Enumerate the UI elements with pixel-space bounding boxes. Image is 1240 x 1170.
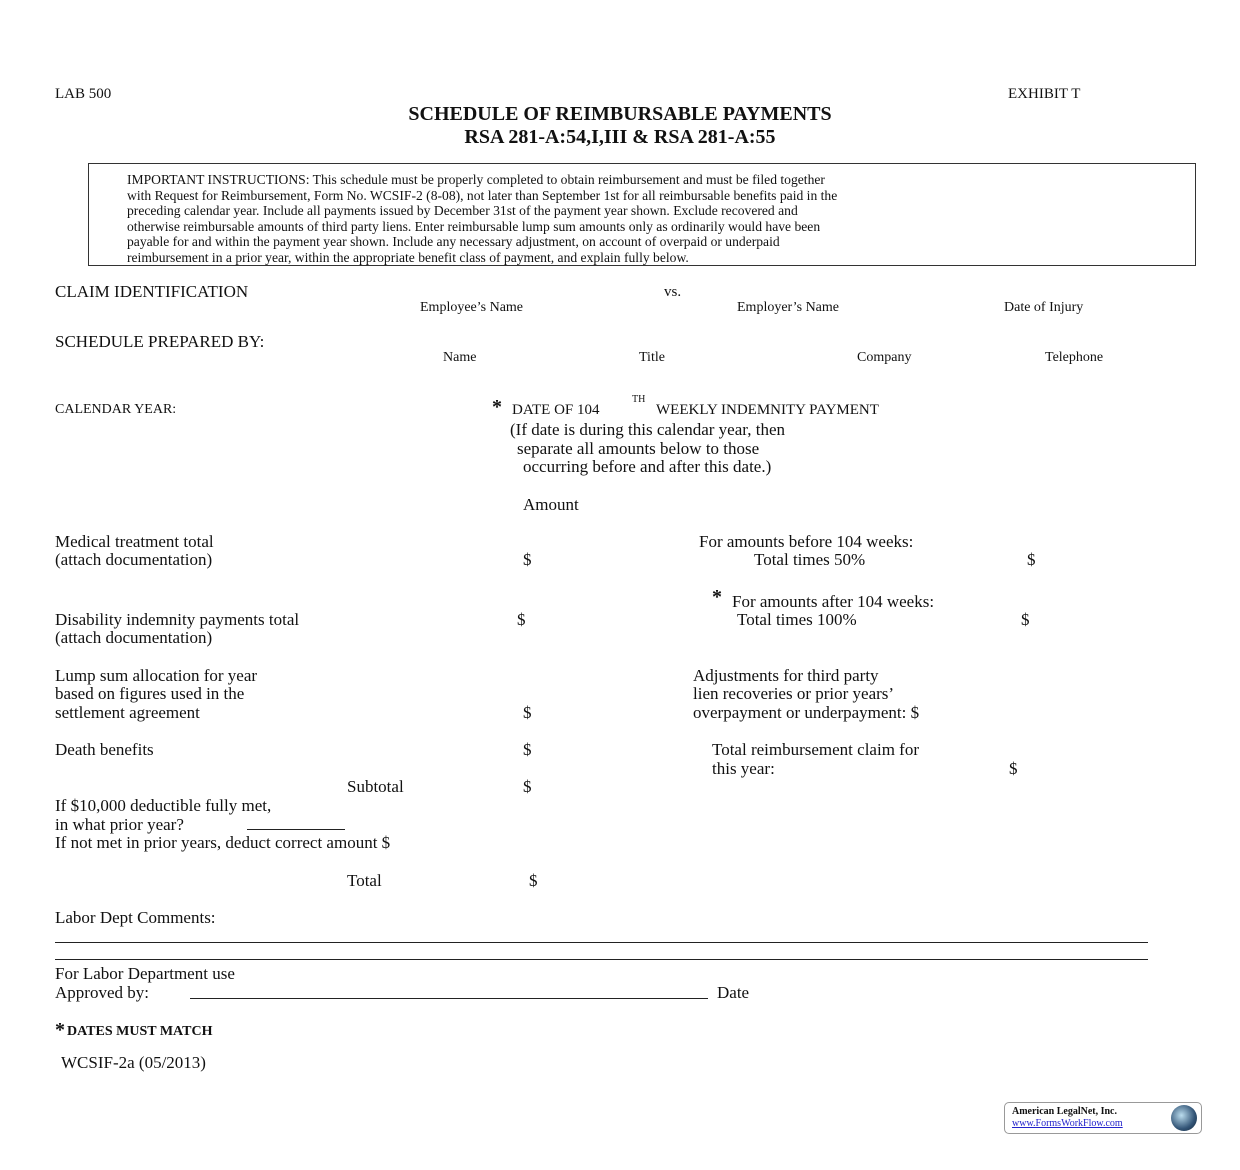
preparer-company-field[interactable]: Company <box>857 350 912 365</box>
before-104-label: For amounts before 104 weeks: <box>699 532 914 551</box>
approved-by-label: Approved by: <box>55 983 149 1002</box>
approval-date-field[interactable]: Date <box>717 983 750 1002</box>
instructions-text: IMPORTANT INSTRUCTIONS: This schedule must be properly completed to obtain reimbursement and must be filed together with Request for Reimbursement, Form No. WCSIF-2 (8-08), not later than September 1st for all reimbursable benefits paid in the preceding calendar year. Include all payments issued by December 31st of the payment year shown. Exclude recovered and otherwise reimbursable amounts of third party liens. Enter reimbursable lump sum amounts only as ordinarily would have been payable for and within the payment year shown. Include any necessary adjustment, on account of overpaid or underpaid reimbursement in a prior year, within the appropriate benefit class of payment, and explain fully below. <box>127 172 838 265</box>
comments-line[interactable] <box>55 942 1148 943</box>
adjustment-amount-field[interactable]: overpayment or underpayment: $ <box>693 703 920 722</box>
lump-sum-label: Lump sum allocation for year <box>55 666 258 685</box>
asterisk: * <box>55 1019 65 1041</box>
subtotal-label: Subtotal <box>347 777 404 796</box>
date-104-label: DATE OF 104 <box>512 402 600 418</box>
disability-label: Disability indemnity payments total <box>55 610 300 629</box>
lump-sum-label-3: settlement agreement <box>55 703 200 722</box>
date-104-label-b: WEEKLY INDEMNITY PAYMENT <box>656 402 879 418</box>
death-benefits-label: Death benefits <box>55 740 154 759</box>
asterisk: * <box>712 586 722 608</box>
after-104-label: For amounts after 104 weeks: <box>732 592 935 611</box>
logo-link[interactable]: www.FormsWorkFlow.com <box>1012 1118 1123 1129</box>
american-legalnet-logo[interactable] <box>1004 1102 1202 1134</box>
page-title: SCHEDULE OF REIMBURSABLE PAYMENTS <box>408 103 832 125</box>
adjustment-label: Adjustments for third party <box>693 666 879 685</box>
total-amount-field[interactable]: $ <box>529 871 538 890</box>
deductible-year-field[interactable] <box>247 829 345 830</box>
note-line: separate all amounts below to those <box>517 439 760 458</box>
preparer-telephone-field[interactable]: Telephone <box>1045 350 1104 365</box>
dates-must-match-note: DATES MUST MATCH <box>67 1024 213 1039</box>
claim-label: CLAIM IDENTIFICATION <box>55 282 249 301</box>
asterisk: * <box>492 396 502 418</box>
date-of-injury-field[interactable]: Date of Injury <box>1004 300 1084 315</box>
deduct-amount-label[interactable]: If not met in prior years, deduct correct amount $ <box>55 833 391 852</box>
preparer-title-field[interactable]: Title <box>639 350 665 365</box>
note-line: (If date is during this calendar year, then <box>510 420 785 439</box>
total-claim-label: Total reimbursement claim for <box>712 740 919 759</box>
employer-name-field[interactable]: Employer’s Name <box>737 300 839 315</box>
exhibit-label: EXHIBIT T <box>1008 86 1081 102</box>
before-104-times-label: Total times 50% <box>754 550 866 569</box>
amount-heading: Amount <box>523 495 579 514</box>
medical-label: Medical treatment total <box>55 532 214 551</box>
form-number: WCSIF-2a (05/2013) <box>61 1053 206 1072</box>
lump-sum-amount-field[interactable]: $ <box>523 703 532 722</box>
calendar-year-field[interactable]: CALENDAR YEAR: <box>55 402 177 417</box>
approved-by-field[interactable] <box>190 998 708 999</box>
vs-label: vs. <box>664 284 682 300</box>
after-104-times-label: Total times 100% <box>737 610 857 629</box>
disability-amount-field[interactable]: $ <box>517 610 526 629</box>
comments-label: Labor Dept Comments: <box>55 908 216 927</box>
deductible-label: If $10,000 deductible fully met, <box>55 796 272 815</box>
instructions-box <box>88 163 1196 266</box>
note-line: occurring before and after this date.) <box>523 457 772 476</box>
medical-amount-field[interactable]: $ <box>523 550 532 569</box>
page-subtitle: RSA 281-A:54,I,III & RSA 281-A:55 <box>464 126 776 148</box>
form-code: LAB 500 <box>55 86 112 102</box>
total-claim-amount-field[interactable]: $ <box>1009 759 1018 778</box>
death-benefits-amount-field[interactable]: $ <box>523 740 532 759</box>
medical-label-2: (attach documentation) <box>55 550 213 569</box>
disability-label-2: (attach documentation) <box>55 628 213 647</box>
deductible-year-label: in what prior year? <box>55 815 184 834</box>
employee-name-field[interactable]: Employee’s Name <box>420 300 524 315</box>
subtotal-amount-field[interactable]: $ <box>523 777 532 796</box>
logo-name: American LegalNet, Inc. <box>1012 1106 1117 1117</box>
superscript-th: TH <box>632 394 646 405</box>
after-104-amount-field[interactable]: $ <box>1021 610 1030 629</box>
total-claim-label-2: this year: <box>712 759 775 778</box>
globe-icon <box>1171 1105 1197 1131</box>
labor-use-label: For Labor Department use <box>55 964 235 983</box>
before-104-amount-field[interactable]: $ <box>1027 550 1036 569</box>
comments-line[interactable] <box>55 959 1148 960</box>
preparer-name-field[interactable]: Name <box>443 350 477 365</box>
lump-sum-label-2: based on figures used in the <box>55 684 245 703</box>
adjustment-label-2: lien recoveries or prior years’ <box>693 684 895 703</box>
total-label: Total <box>347 871 382 890</box>
prepared-label: SCHEDULE PREPARED BY: <box>55 332 265 351</box>
